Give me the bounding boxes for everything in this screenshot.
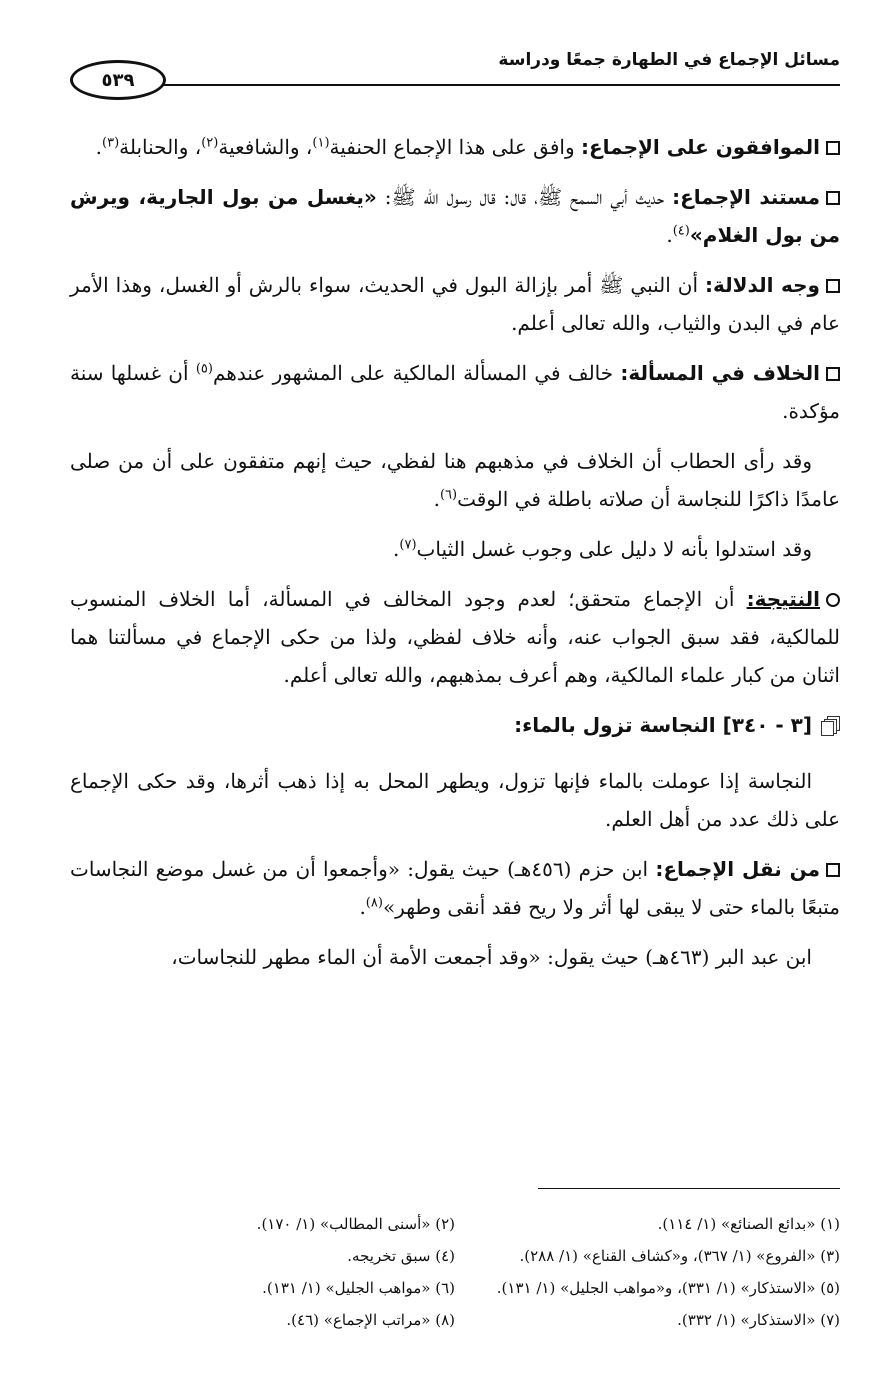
square-bullet-icon	[826, 367, 840, 381]
paragraph-agreeing: الموافقون على الإجماع: وافق على هذا الإجماع الحنفية$^{(١)}$، والشافعية$^{(٢)}$، والحنابلة$^{(٣)}$.	[70, 128, 840, 166]
page-number: ٥٣٩	[101, 69, 135, 91]
footnote: (٢) «أسنى المطالب» (١/ ١٧٠).	[256, 1215, 455, 1233]
hadith-quote: «يغسل من بول الجارية، ويرش من بول الغلام»	[70, 185, 840, 247]
square-bullet-icon	[826, 191, 840, 205]
section-title: النجاسة تزول بالماء:	[514, 713, 716, 737]
paragraph-evidence: وجه الدلالة: أن النبي ﷺ أمر بإزالة البول في الحديث، سواء بالرش أو الغسل، وهذا الأمر عام في البدن والثياب، والله تعالى أعلم.	[70, 273, 840, 335]
footnote-row	[70, 1304, 840, 1336]
term-label: الخلاف في المسألة:	[620, 361, 820, 385]
footnote-row	[70, 1240, 840, 1272]
square-bullet-icon	[826, 141, 840, 155]
paragraph-hattab: وقد رأى الحطاب أن الخلاف في مذهبهم هنا لفظي، حيث إنهم متفقون على أن من صلى عامدًا ذاكرًا للنجاسة أن صلاته باطلة في الوقت$^{(٦)}$.	[70, 449, 840, 511]
footnote: (٥) «الاستذكار» (١/ ٣٣١)، و«مواهب الجليل» (١/ ١٣١).	[496, 1279, 840, 1297]
footnote: (٨) «مراتب الإجماع» (٤٦).	[286, 1311, 455, 1329]
stacked-pages-icon	[822, 716, 840, 734]
term-label: النتيجة:	[746, 587, 820, 611]
page-header	[70, 48, 840, 98]
footnote-ref: (١)	[312, 135, 330, 151]
footnote-row	[70, 1272, 840, 1304]
footnote: (١) «بدائع الصنائع» (١/ ١١٤).	[657, 1215, 840, 1233]
page-body	[70, 128, 840, 988]
footnote: (٦) «مواهب الجليل» (١/ ١٣١).	[262, 1279, 455, 1297]
footnote-ref: (٧)	[399, 537, 417, 553]
square-bullet-icon	[826, 279, 840, 293]
paragraph-ibn-abd-al-barr: ابن عبد البر (٤٦٣هـ) حيث يقول: «وقد أجمعت الأمة أن الماء مطهر للنجاسات،	[171, 945, 812, 969]
paragraph-result: النتيجة: أن الإجماع متحقق؛ لعدم وجود المخالف في المسألة، أما الخلاف المنسوب للمالكية، فقد سبق الجواب عنه، وأنه خلاف لفظي، ولذا من حكى الإجماع في مسألتنا هما اثنان من كبار علماء المالكية، وهم أعرف بمذهبهم، والله تعالى أعلم.	[70, 587, 840, 687]
section-heading	[70, 706, 840, 744]
circle-bullet-icon	[826, 593, 840, 607]
footnote: (٤) سبق تخريجه.	[347, 1247, 455, 1265]
running-title: مسائل الإجماع في الطهارة جمعًا ودراسة	[498, 50, 840, 70]
footnote-ref: (٦)	[439, 487, 458, 503]
term-label: الموافقون على الإجماع:	[581, 135, 820, 159]
paragraph-disagreement: الخلاف في المسألة: خالف في المسألة المالكية على المشهور عندهم$^{(٥)}$ أن غسلها سنة مؤكدة.	[70, 361, 840, 423]
paragraph-transmitters: من نقل الإجماع: ابن حزم (٤٥٦هـ) حيث يقول: «وأجمعوا أن من غسل موضع النجاسات متبعًا بالماء حتى لا يبقى لها أثر ولا ريح فقد أنقى وطهر»$^{(٨)}$.	[70, 857, 840, 919]
page-number-badge	[70, 60, 166, 100]
footnotes	[70, 1208, 840, 1336]
footnote: (٧) «الاستذكار» (١/ ٣٣٢).	[677, 1311, 840, 1329]
term-label: وجه الدلالة:	[705, 273, 820, 297]
footnote-ref: (٨)	[365, 895, 383, 911]
footnote-row	[70, 1208, 840, 1240]
footnote-ref: (٥)	[195, 361, 213, 377]
term-label: من نقل الإجماع:	[655, 857, 820, 881]
footnote-ref: (٤)	[672, 223, 690, 239]
term-label: مستند الإجماع:	[672, 185, 820, 209]
paragraph-intro: النجاسة إذا عوملت بالماء فإنها تزول، ويطهر المحل به إذا ذهب أثرها، وقد حكى الإجماع على ذلك عدد من أهل العلم.	[70, 769, 840, 831]
paragraph-argument: وقد استدلوا بأنه لا دليل على وجوب غسل الثياب$^{(٧)}$.	[393, 537, 812, 561]
footnote-ref: (٣)	[102, 135, 120, 151]
footnote-ref: (٢)	[201, 135, 219, 151]
square-bullet-icon	[826, 863, 840, 877]
footnote: (٣) «الفروع» (١/ ٣٦٧)، و«كشاف القناع» (١/ ٢٨٨).	[519, 1247, 840, 1265]
footnote-separator	[538, 1188, 840, 1189]
section-number: [٣ - ٣٤٠]	[722, 713, 812, 737]
paragraph-basis: مستند الإجماع: حديث أبي السمح ﷺ، قال: قال رسول الله ﷺ: «يغسل من بول الجارية، ويرش من بول الغلام»$^{(٤)}$.	[70, 185, 840, 247]
header-rule	[162, 84, 840, 86]
